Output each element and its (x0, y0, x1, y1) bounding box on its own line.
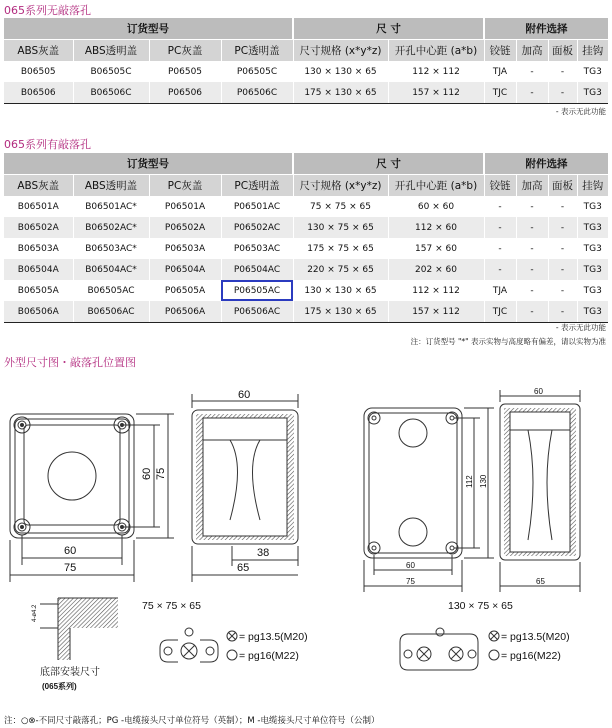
table-cell: 60 × 60 (388, 196, 484, 217)
table-note-asterisk: 注：订货型号 "*" 表示实物与高度略有偏差，请以实物为准 (410, 337, 606, 346)
dim-label: 75 (406, 577, 415, 586)
table-cell: - (484, 196, 516, 217)
legend-text: = pg16(M22) (501, 650, 561, 662)
table-cell: TJA (484, 61, 516, 82)
table-cell: - (548, 196, 577, 217)
group-header-order: 订货型号 (4, 153, 293, 175)
dim-label: 75 (64, 562, 77, 574)
column-header: 挂钩 (577, 40, 608, 62)
table-cell: B06502AC* (73, 217, 149, 238)
table-cell: P06502AC (221, 217, 293, 238)
group-header-size: 尺 寸 (293, 18, 484, 40)
table-cell: P06506A (149, 301, 221, 323)
column-header: 尺寸规格 (x*y*z) (293, 175, 388, 197)
table-cell: B06505C (73, 61, 149, 82)
drawing-caption: 130 × 75 × 65 (448, 600, 513, 612)
table-cell: B06506A (4, 301, 73, 323)
table-cell: B06503A (4, 238, 73, 259)
column-header: ABS透明盖 (73, 40, 149, 62)
table-row (4, 217, 608, 238)
table-cell: 130 × 130 × 65 (293, 280, 388, 301)
table-cell: - (548, 280, 577, 301)
section1-title: 065系列无敲落孔 (4, 4, 91, 17)
table-cell: P06504A (149, 259, 221, 280)
table-cell: 130 × 75 × 65 (293, 217, 388, 238)
legend-knockout-small-icon (227, 650, 237, 660)
spec-table-no-knockouts (4, 18, 608, 104)
table-cell: - (516, 196, 548, 217)
mount-subcaption: (065系列) (42, 682, 77, 691)
table-cell: P06503A (149, 238, 221, 259)
table-cell: 175 × 130 × 65 (293, 301, 388, 323)
column-header: 开孔中心距 (a*b) (388, 175, 484, 197)
box-front-75x75 (10, 414, 134, 538)
table-cell: B06502A (4, 217, 73, 238)
table-row (4, 61, 608, 82)
table-cell: TJA (484, 280, 516, 301)
table-row (4, 196, 608, 217)
table-cell: B06506 (4, 82, 73, 104)
table-cell: P06505C (221, 61, 293, 82)
table-cell: 112 × 60 (388, 217, 484, 238)
table-cell: - (484, 238, 516, 259)
table-note: - 表示无此功能 (555, 107, 606, 116)
table-cell: 75 × 75 × 65 (293, 196, 388, 217)
table-cell: - (516, 280, 548, 301)
table-cell: 157 × 112 (388, 82, 484, 104)
table-cell: - (516, 61, 548, 82)
table-cell: - (548, 259, 577, 280)
table-cell: TG3 (577, 238, 608, 259)
table-cell: B06501A (4, 196, 73, 217)
mount-caption: 底部安装尺寸 (40, 667, 100, 678)
table-cell: 202 × 60 (388, 259, 484, 280)
table-cell: - (516, 238, 548, 259)
table-row (4, 238, 608, 259)
dim-label: 38 (257, 547, 270, 559)
column-header: ABS灰盖 (4, 175, 73, 197)
legend-text: = pg16(M22) (239, 650, 299, 662)
column-header: 铰链 (484, 175, 516, 197)
column-header: PC透明盖 (221, 40, 293, 62)
table-cell: TJC (484, 301, 516, 323)
table-cell: B06505A (4, 280, 73, 301)
table-cell: 112 × 112 (388, 61, 484, 82)
column-header: ABS灰盖 (4, 40, 73, 62)
column-header: PC灰盖 (149, 40, 221, 62)
table-cell: 175 × 130 × 65 (293, 82, 388, 104)
dim-label: 65 (237, 562, 250, 574)
box-side-130x75 (500, 404, 580, 560)
column-header: 开孔中心距 (a*b) (388, 40, 484, 62)
table-row (4, 259, 608, 280)
table-cell: - (548, 82, 577, 104)
column-header: ABS透明盖 (73, 175, 149, 197)
table-cell: TG3 (577, 259, 608, 280)
highlighted-cell: P06505AC (221, 280, 293, 301)
table-cell: TG3 (577, 82, 608, 104)
table-cell: P06506AC (221, 301, 293, 323)
table-cell: P06506C (221, 82, 293, 104)
dim-label: 60 (141, 467, 153, 480)
table-cell: B06506AC (73, 301, 149, 323)
table-cell: - (548, 217, 577, 238)
dim-label: 60 (238, 389, 251, 401)
table-cell: TG3 (577, 196, 608, 217)
mount-detail (40, 598, 118, 660)
table-cell: 157 × 112 (388, 301, 484, 323)
column-header: 加高 (516, 175, 548, 197)
table-cell: - (516, 217, 548, 238)
table-cell: B06505AC (73, 280, 149, 301)
box-side-75x75 (192, 410, 298, 544)
table-cell: TG3 (577, 217, 608, 238)
dim-label: 60 (406, 561, 415, 570)
drawings-title: 外型尺寸图・敲落孔位置图 (4, 356, 136, 369)
table-cell: - (548, 61, 577, 82)
table-cell: TG3 (577, 61, 608, 82)
table-row (4, 82, 608, 104)
table-cell: - (484, 259, 516, 280)
table-cell: 175 × 75 × 65 (293, 238, 388, 259)
table-cell: P06503AC (221, 238, 293, 259)
table-cell: TG3 (577, 280, 608, 301)
table-row (4, 280, 608, 301)
table-cell: - (484, 217, 516, 238)
group-header-accessories: 附件选择 (484, 18, 608, 40)
table-cell: B06504A (4, 259, 73, 280)
table-cell: P06504AC (221, 259, 293, 280)
table-cell: - (516, 301, 548, 323)
table-cell: B06504AC* (73, 259, 149, 280)
table-cell: - (548, 238, 577, 259)
table-cell: P06506 (149, 82, 221, 104)
knockout-pattern-left (160, 628, 218, 662)
table-cell: 220 × 75 × 65 (293, 259, 388, 280)
table-cell: P06501AC (221, 196, 293, 217)
legend-text: = pg13.5(M20) (501, 631, 570, 643)
dim-label: 75 (155, 467, 167, 480)
column-header: 尺寸规格 (x*y*z) (293, 40, 388, 62)
column-header: 面板 (548, 175, 577, 197)
dim-label: 65 (536, 577, 545, 586)
legend-knockout-small-icon (489, 650, 499, 660)
group-header-size: 尺 寸 (293, 153, 484, 175)
group-header-order: 订货型号 (4, 18, 293, 40)
column-header: 加高 (516, 40, 548, 62)
table-cell: P06505 (149, 61, 221, 82)
table-cell: TG3 (577, 301, 608, 323)
table-cell: B06503AC* (73, 238, 149, 259)
table-cell: 157 × 60 (388, 238, 484, 259)
table-cell: - (516, 82, 548, 104)
dim-label: 130 (479, 474, 488, 488)
table-row (4, 301, 608, 323)
column-header: PC透明盖 (221, 175, 293, 197)
drawing-caption: 75 × 75 × 65 (142, 600, 201, 612)
table-cell: - (548, 301, 577, 323)
dim-label: 4-ø4.2 (32, 604, 38, 622)
table-cell: B06505 (4, 61, 73, 82)
column-header: 面板 (548, 40, 577, 62)
legend-knockout-large-icon (227, 631, 237, 641)
footer-note: 注：○⊗-不同尺寸敲落孔；PG -电缆接头尺寸单位符号（英制）；M -电缆接头尺寸单位符号（公制） (4, 716, 380, 726)
table-cell: - (516, 259, 548, 280)
section2-title: 065系列有敲落孔 (4, 138, 91, 151)
table-cell: B06501AC* (73, 196, 149, 217)
box-front-130x75 (364, 408, 462, 558)
table-cell: TJC (484, 82, 516, 104)
table-note: - 表示无此功能 (555, 323, 606, 332)
table-cell: P06501A (149, 196, 221, 217)
knockout-pattern-right (400, 628, 478, 670)
table-cell: 130 × 130 × 65 (293, 61, 388, 82)
table-cell: P06502A (149, 217, 221, 238)
table-cell: 112 × 112 (388, 280, 484, 301)
column-header: 挂钩 (577, 175, 608, 197)
spec-table-with-knockouts (4, 153, 608, 323)
column-header: PC灰盖 (149, 175, 221, 197)
dim-label: 60 (534, 387, 543, 396)
column-header: 铰链 (484, 40, 516, 62)
group-header-accessories: 附件选择 (484, 153, 608, 175)
column-header-row (4, 40, 608, 62)
dim-label: 60 (64, 545, 77, 557)
legend-text: = pg13.5(M20) (239, 631, 308, 643)
dim-label: 112 (465, 475, 474, 488)
table-cell: B06506C (73, 82, 149, 104)
table-cell: P06505A (149, 280, 221, 301)
legend-knockout-large-icon (489, 631, 499, 641)
column-header-row (4, 175, 608, 197)
drawings-canvas (0, 370, 612, 715)
